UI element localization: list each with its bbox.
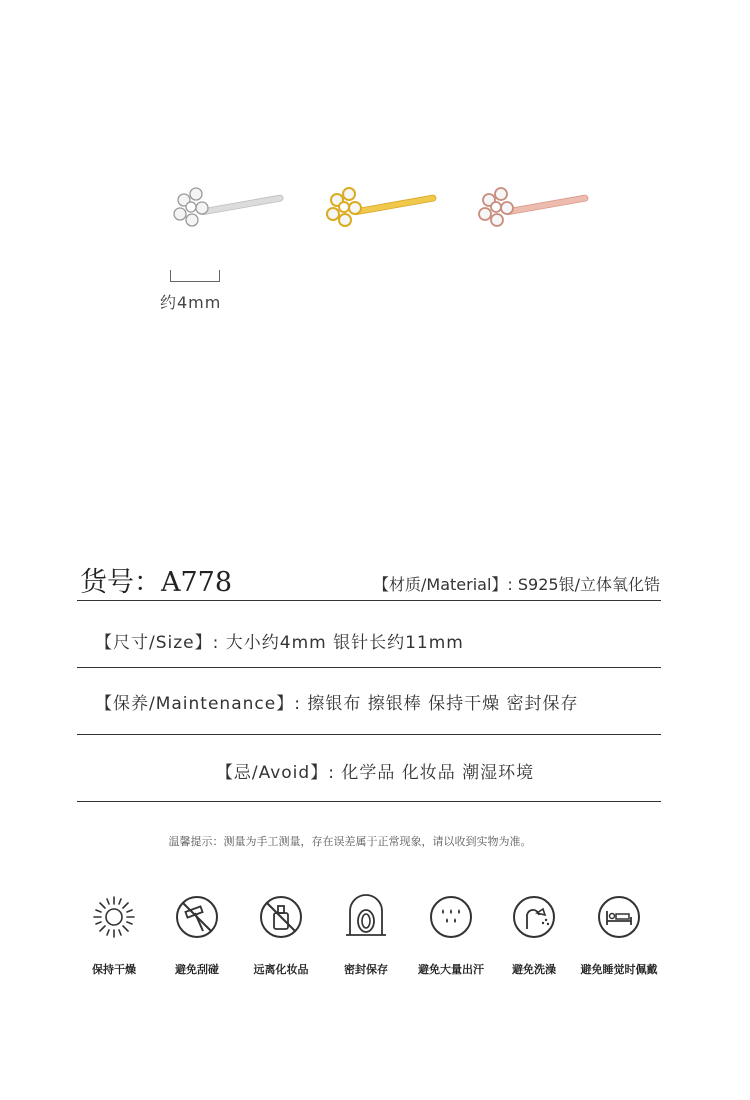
sweat-icon xyxy=(427,893,475,941)
earring-rose-gold xyxy=(465,178,595,248)
care-label: 密封保存 xyxy=(344,963,388,976)
shower-icon xyxy=(510,893,558,941)
care-label: 避免刮碰 xyxy=(175,963,219,976)
care-label: 避免洗澡 xyxy=(512,963,556,976)
size-bracket xyxy=(170,270,220,282)
divider xyxy=(77,667,661,668)
size-label: 约4mm xyxy=(160,293,222,312)
earring-silver xyxy=(160,178,290,248)
earring-gold xyxy=(313,178,443,248)
material-spec: 【材质/Material】: S925银/立体氧化锆 xyxy=(373,575,660,594)
care-label: 远离化妆品 xyxy=(253,963,309,976)
care-label: 避免大量出汗 xyxy=(418,963,484,976)
care-item-shower xyxy=(491,893,577,977)
sun-icon xyxy=(90,893,138,941)
earring-pin xyxy=(200,195,284,215)
care-item-dry xyxy=(71,893,157,977)
care-item-sweat xyxy=(408,893,494,977)
care-item-cosmetics xyxy=(238,893,324,977)
care-item-scratch xyxy=(154,893,240,977)
no-cosmetics-icon xyxy=(257,893,305,941)
flower-stones xyxy=(174,188,208,226)
model-number: 货号：A778 xyxy=(80,567,233,598)
maintenance-spec: 【保养/Maintenance】: 擦银布 擦银棒 保持干燥 密封保存 xyxy=(95,694,579,714)
divider xyxy=(77,734,661,735)
care-item-sleep xyxy=(576,893,662,977)
sleep-icon xyxy=(595,893,643,941)
avoid-spec: 【忌/Avoid】: 化学品 化妆品 潮湿环境 xyxy=(215,763,535,783)
care-item-sealed xyxy=(323,893,409,977)
care-icons xyxy=(78,893,674,983)
measurement-note: 温馨提示：测量为手工测量，存在误差属于正常现象，请以收到实物为准。 xyxy=(168,835,532,848)
no-scratch-icon xyxy=(173,893,221,941)
sealed-storage-icon xyxy=(342,893,390,941)
divider xyxy=(77,801,661,802)
care-label: 保持干燥 xyxy=(92,963,136,976)
care-label: 避免睡觉时佩戴 xyxy=(580,963,658,976)
divider xyxy=(77,600,661,601)
size-spec: 【尺寸/Size】: 大小约4mm 银针长约11mm xyxy=(95,633,464,653)
